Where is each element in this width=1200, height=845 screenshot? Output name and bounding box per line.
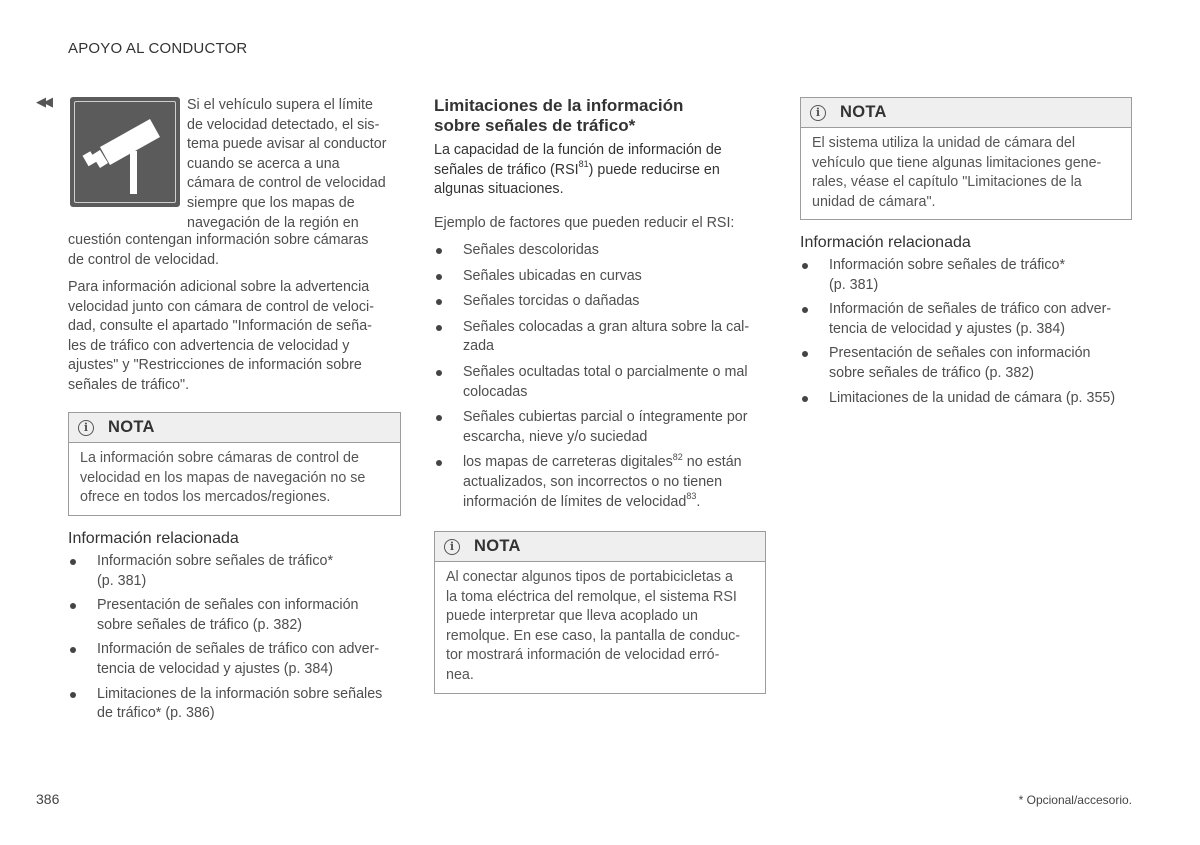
note-box-bike-carrier [434,531,766,694]
section-header: APOYO AL CONDUCTOR [68,40,248,57]
list-item: Señales descoloridas [434,241,766,261]
text-line: Información de señales de tráfico con adver- [829,301,1112,318]
text-line: unidad de cámara". [812,193,936,210]
text-line: Presentación de señales con información [829,345,1091,362]
note-label: NOTA [108,418,155,436]
related-link[interactable] [800,344,1132,383]
info-icon: i [444,539,460,555]
note-label: NOTA [840,103,887,121]
info-icon: i [78,420,94,436]
text-line: remolque. En ese caso, la pantalla de conduc- [446,627,741,644]
text-line: tencia de velocidad y ajustes (p. 384) [829,320,1066,337]
text-line: ofrece en todos los mercados/regiones. [80,489,331,506]
text-line: cuestión contengan información sobre cámaras [68,232,369,248]
text-line: cámara de control de velocidad [187,175,386,192]
text-line: nea. [446,666,474,683]
text-line: velocidad en los mapas de navegación no se [80,469,366,486]
note-header [69,413,400,443]
note-body [435,562,765,693]
text-line: sobre señales de tráfico (p. 382) [829,364,1035,381]
related-link[interactable] [68,685,401,724]
text-line: Al conectar algunos tipos de portabicicletas a [446,569,733,585]
speed-camera-intro-wrapped [187,96,401,233]
text-line: Limitaciones de la información [434,96,684,115]
speed-camera-sign-icon [70,97,180,207]
list-item: Señales cubiertas parcial o íntegramente por escarcha, nieve y/o suciedad [434,408,766,447]
related-info-heading: Información relacionada [800,234,971,251]
section-title [434,96,766,136]
text-line: siempre que los mapas de [187,194,355,211]
text-line: Presentación de señales con información [97,597,359,614]
note-header [801,98,1131,128]
related-link[interactable] [68,552,401,591]
text-line: Información sobre señales de tráfico* [829,257,1066,273]
page-number: 386 [36,791,60,807]
text-line: tencia de velocidad y ajustes (p. 384) [97,660,334,677]
examples-intro: Ejemplo de factores que pueden reducir el RSI: [434,215,735,231]
text-line: Limitaciones de la unidad de cámara (p. 355) [829,389,1116,406]
list-item: los mapas de carreteras digitales$^{82}$ no están actualizados, son incorrectos o no tienen información de límites de velocidad$^{83}$. [434,453,766,512]
text-line: vehículo que tiene algunas limitaciones gene- [812,154,1102,171]
text-line: Información sobre señales de tráfico* [97,553,334,569]
text-line: navegación de la región en [187,214,359,231]
text-line: señales de tráfico (RSI$^{81}$) puede reducirse en [434,158,720,178]
text-line: cuando se acerca a una [187,155,340,172]
speed-camera-intro-rest [68,231,401,270]
text-line: de velocidad detectado, el sis- [187,116,380,133]
note-box-camera-unit [800,97,1132,220]
text-line: Para información adicional sobre la advertencia [68,279,370,295]
note-box-speed-cameras [68,412,401,516]
related-links-list [800,256,1132,408]
list-item: Señales ocultadas total o parcialmente o mal colocadas [434,363,766,402]
related-link[interactable] [800,300,1132,339]
additional-info-paragraph [68,278,401,396]
footnote-ref: 81 [578,158,589,169]
text-line: Si el vehículo supera el límite [187,97,373,113]
rsi-intro-paragraph [434,141,766,200]
related-link[interactable] [68,596,401,635]
text-line: puede interpretar que lleva acoplado un [446,608,698,625]
text-line: (p. 381) [829,276,879,293]
factors-list [434,241,766,512]
text-line: velocidad junto con cámara de control de veloci- [68,298,374,315]
text-line: La capacidad de la función de información de [434,142,722,158]
list-item: Señales colocadas a gran altura sobre la cal- zada [434,318,766,357]
text-line: rales, véase el capítulo "Limitaciones de la [812,174,1082,191]
text-line: La información sobre cámaras de control de [80,450,359,466]
related-link[interactable] [800,389,1132,409]
text-line: ajustes" y "Restricciones de información sobre [68,357,362,374]
text-line: Información de señales de tráfico con adver- [97,641,380,658]
double-left-arrow-icon[interactable]: ◀◀ [36,94,50,109]
text-line: tema puede avisar al conductor [187,136,387,153]
footer-note: * Opcional/accesorio. [1018,793,1132,807]
related-link[interactable] [68,640,401,679]
text-line: sobre señales de tráfico* [434,116,636,135]
text-line: de control de velocidad. [68,251,220,268]
text-line: dad, consulte el apartado "Información de seña- [68,318,372,335]
note-header [435,532,765,562]
note-body [801,128,1131,219]
related-link[interactable] [800,256,1132,295]
footnote-ref: 83 [686,490,697,501]
text-line: Limitaciones de la información sobre señales [97,685,383,702]
text-line: El sistema utiliza la unidad de cámara del [812,135,1076,151]
text-line: de tráfico* (p. 386) [97,705,215,722]
related-info-heading: Información relacionada [68,530,239,547]
info-icon: i [810,105,826,121]
text-line: algunas situaciones. [434,181,564,198]
footnote-ref: 82 [672,451,683,462]
list-item: Señales ubicadas en curvas [434,267,766,287]
note-body [69,443,400,515]
list-item: Señales torcidas o dañadas [434,292,766,312]
text-line: (p. 381) [97,572,147,589]
text-line: la toma eléctrica del remolque, el sistema RSI [446,588,737,605]
note-label: NOTA [474,537,521,555]
text-line: les de tráfico con advertencia de velocidad y [68,337,350,354]
text-line: señales de tráfico". [68,376,190,393]
text-line: tor mostrará información de velocidad erró- [446,647,720,664]
text-line: sobre señales de tráfico (p. 382) [97,616,303,633]
related-links-list [68,552,401,724]
